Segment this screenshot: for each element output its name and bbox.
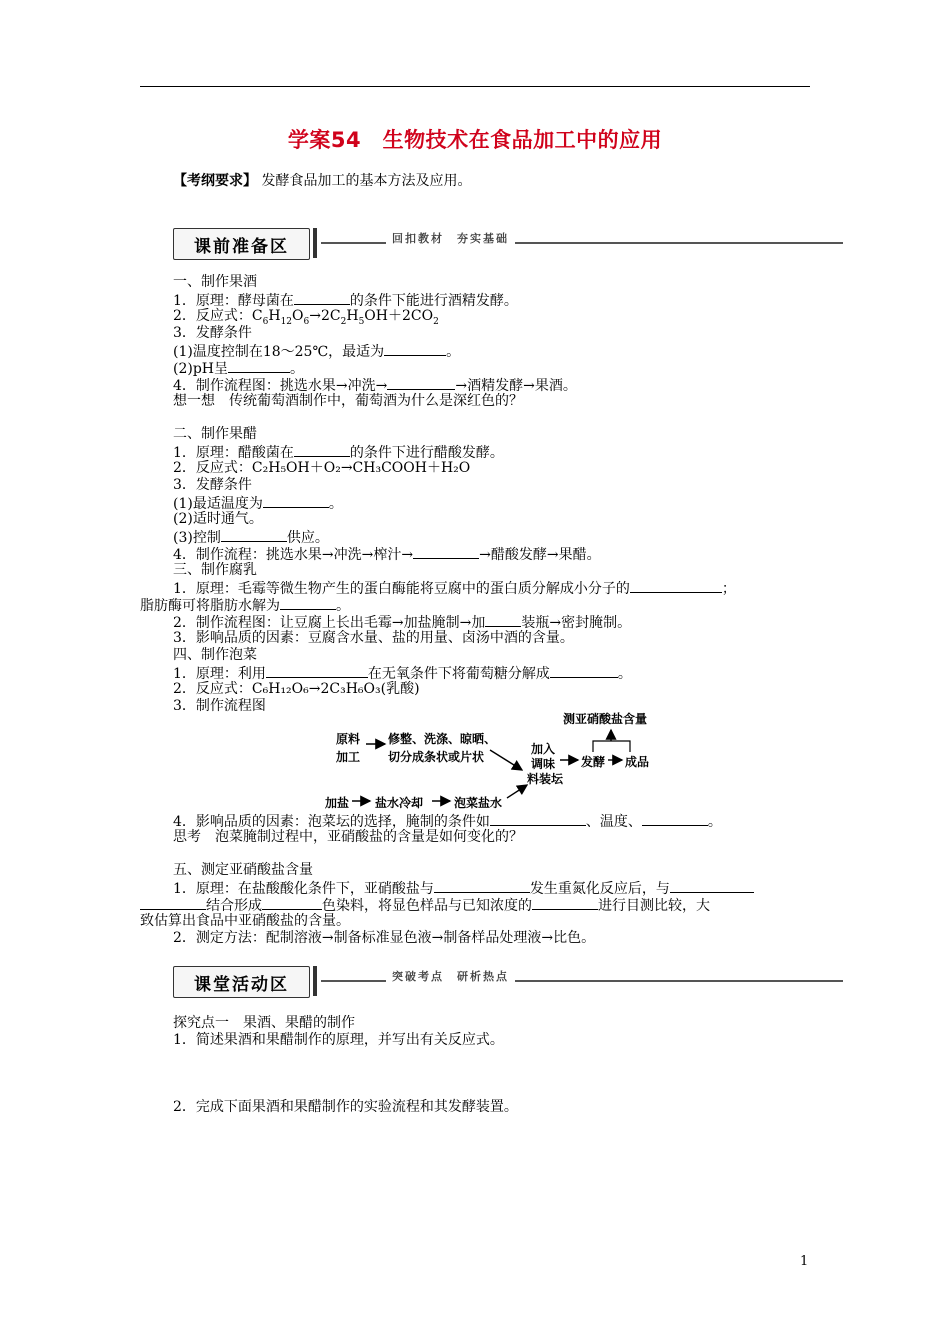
text-line: (1)最适温度为 。 (173, 496, 343, 512)
text-line: 结合形成 色染料，将显色样品与已知浓度的 进行目测比较，大 (140, 896, 710, 915)
flow-brine: 泡菜盐水 (454, 796, 503, 810)
heading-sufu: 三、制作腐乳 (173, 562, 257, 578)
text-line: 1．原理：在盐酸酸化条件下，亚硝酸盐与 发生重氮化反应后，与 (173, 879, 754, 898)
arrow-brine-to-jar (507, 785, 527, 798)
flow-salt: 加盐 (325, 796, 350, 810)
answer-blank[interactable] (140, 896, 206, 910)
flow-add-1: 加入 (531, 742, 556, 756)
requirement-tag: 【考纲要求】 (173, 173, 257, 189)
think-question: 思考 泡菜腌制过程中，亚硝酸盐的含量是如何变化的？ (173, 829, 523, 845)
page-number: 1 (800, 1254, 809, 1269)
heading-pickles: 四、制作泡菜 (173, 647, 257, 663)
question-2: 2．完成下面果酒和果醋制作的实验流程和其发酵装置。 (173, 1099, 518, 1115)
heading-nitrite: 五、测定亚硝酸盐含量 (173, 862, 313, 878)
text-line: 3．影响品质的因素：豆腐含水量、盐的用量、卤汤中酒的含量。 (173, 630, 574, 646)
answer-blank[interactable] (490, 812, 586, 826)
text-line: 2．反应式：C₂H₅OH＋O₂→CH₃COOH＋H₂O (173, 460, 471, 476)
text-line: 3．发酵条件 (173, 325, 252, 341)
text-line: 2．反应式：$C_6H_{12}O_6\to 2C_2H_5OH+2CO_2$ (173, 308, 439, 327)
banner-label: 课前准备区 (173, 228, 310, 260)
text-line: 1．原理：酵母菌在 的条件下能进行酒精发酵。 (173, 293, 518, 309)
text-line: (3)控制 供应。 (173, 530, 329, 546)
text-line: 1．原理：利用 在无氧条件下将葡萄糖分解成 。 (173, 666, 632, 682)
text-line: 致估算出食品中亚硝酸盐的含量。 (140, 913, 350, 929)
flow-ferment: 发酵 (581, 755, 606, 769)
text-line: 4．制作流程：挑选水果→冲洗→榨汁→ →醋酸发酵→果醋。 (173, 547, 601, 563)
banner-subtitle: 回扣教材 夯实基础 (386, 230, 515, 246)
answer-blank[interactable] (434, 879, 530, 893)
answer-blank[interactable] (532, 896, 598, 910)
text-line: 2．反应式：C₆H₁₂O₆→2C₃H₆O₃(乳酸) (173, 681, 420, 697)
think-question: 想一想 传统葡萄酒制作中，葡萄酒为什么是深红色的？ (173, 393, 523, 409)
arrow-proc-to-jar (490, 750, 522, 770)
question-1: 1．简述果酒和果醋制作的原理，并写出有关反应式。 (173, 1032, 504, 1048)
text-line: (2)pH呈 。 (173, 361, 305, 377)
section-banner-classroom (173, 966, 843, 998)
text-line: 2．制作流程图：让豆腐上长出毛霉→加盐腌制→加 装瓶→密封腌制。 (173, 615, 632, 631)
text-line: 3．发酵条件 (173, 477, 252, 493)
answer-blank[interactable] (642, 812, 708, 826)
text-line: 1．原理：毛霉等微生物产生的蛋白酶能将豆腐中的蛋白质分解成小分子的 ； (173, 581, 736, 597)
text-line: 脂肪酶可将脂肪水解为 。 (140, 598, 350, 614)
flow-proc-1: 修整、洗涤、晾晒、 (388, 732, 497, 746)
flow-add-2: 调味 (531, 757, 556, 771)
heading-explore-1: 探究点一 果酒、果醋的制作 (173, 1015, 355, 1031)
text-line: 2．测定方法：配制溶液→制备标准显色液→制备样品处理液→比色。 (173, 930, 596, 946)
text-line: (2)适时通气。 (173, 511, 263, 527)
banner-bar (313, 966, 317, 996)
text-line: 3．制作流程图 (173, 698, 266, 714)
heading-fruit-wine: 一、制作果酒 (173, 274, 257, 290)
text-line: 1．原理：醋酸菌在 的条件下进行醋酸发酵。 (173, 445, 504, 461)
text-line: 4．影响品质的因素：泡菜坛的选择，腌制的条件如 、温度、 。 (173, 814, 722, 830)
requirement-text: 发酵食品加工的基本方法及应用。 (261, 173, 472, 189)
heading-vinegar: 二、制作果醋 (173, 426, 257, 442)
page-title: 学案54 生物技术在食品加工中的应用 (287, 128, 663, 152)
flow-proc-2: 切分成条状或片状 (388, 750, 485, 764)
flow-cool: 盐水冷却 (375, 796, 424, 810)
answer-blank[interactable] (670, 879, 754, 893)
banner-label: 课堂活动区 (173, 966, 310, 998)
text-line: 4．制作流程图：挑选水果→冲洗→ →酒精发酵→果酒。 (173, 378, 577, 394)
flow-raw-1: 原料 (336, 732, 361, 746)
text-line: (1)温度控制在18～25℃，最适为 。 (173, 344, 461, 360)
answer-blank[interactable] (262, 896, 322, 910)
bracket-measure (593, 741, 630, 752)
flow-measure: 测亚硝酸盐含量 (563, 712, 648, 726)
flow-product: 成品 (625, 755, 650, 769)
flow-add-3: 料装坛 (527, 772, 564, 786)
banner-subtitle: 突破考点 研析热点 (386, 968, 515, 984)
flow-raw-2: 加工 (336, 750, 361, 764)
